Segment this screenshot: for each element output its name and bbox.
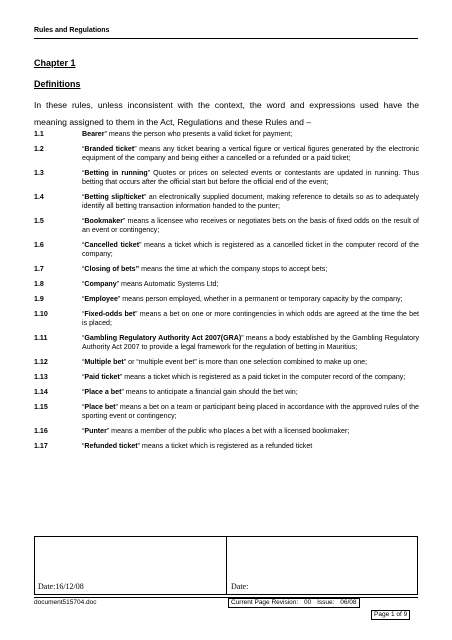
definition-number: 1.16	[34, 427, 48, 435]
definition-body: ” means Automatic Systems Ltd;	[116, 280, 219, 288]
definition-body: means the time at which the company stops to accept bets;	[139, 265, 328, 273]
issue-value: 06/08	[340, 599, 357, 606]
definition-number: 1.17	[34, 442, 48, 450]
definition-text	[82, 358, 419, 367]
definition-open-quote: “	[82, 403, 85, 411]
definition-number: 1.7	[34, 265, 44, 273]
definition-body: ” means a ticket which is registered as a paid ticket in the computer record of the company;	[119, 373, 406, 381]
definition-item	[34, 265, 419, 274]
page-number: Page 1 of 9	[371, 610, 410, 620]
definition-term: Punter	[84, 427, 107, 435]
definition-term: Branded ticket	[84, 145, 135, 153]
definition-text	[82, 403, 419, 421]
definition-text	[82, 193, 419, 211]
running-header: Rules and Regulations	[34, 27, 110, 34]
definition-body: ” or “multiple event bet” is more than one selection combined to make up one;	[123, 358, 368, 366]
definition-term: Bookmaker	[84, 217, 124, 225]
footer-divider	[226, 537, 227, 594]
definition-text	[82, 334, 419, 352]
definition-number: 1.2	[34, 145, 44, 153]
definition-body: ” means a licensee who receives or negotiates bets on the basis of fixed odds on the result of an event or contingency;	[82, 217, 419, 234]
definition-number: 1.11	[34, 334, 48, 342]
definition-text	[82, 130, 419, 139]
definition-number: 1.4	[34, 193, 44, 201]
footer-date-left: Date:16/12/08	[38, 582, 84, 591]
definition-item	[34, 373, 419, 382]
definition-body: ” an electronically supplied document, making reference to details so as to adequately identify all betting transaction information handed to the punter;	[82, 193, 420, 210]
definition-term: Fixed-odds bet	[84, 310, 136, 318]
definition-number: 1.15	[34, 403, 48, 411]
chapter-heading: Chapter 1	[34, 58, 76, 68]
definition-body: ” means a body established by the Gambling Regulatory Authority Act 2007 to provide a legal framework for the regulation of betting in Mauritius;	[82, 334, 420, 351]
definition-number: 1.8	[34, 280, 44, 288]
definition-open-quote: “	[82, 358, 85, 366]
definition-body: ” means a member of the public who places a bet with a licensed bookmaker;	[106, 427, 350, 435]
definition-item	[34, 241, 419, 259]
definition-term: Closing of bets”	[84, 265, 140, 273]
definition-body: ” means a ticket which is registered as a refunded ticket	[137, 442, 313, 450]
definition-open-quote: “	[82, 169, 85, 177]
definition-open-quote: “	[82, 241, 85, 249]
definition-number: 1.6	[34, 241, 44, 249]
definition-term: Betting in running	[84, 169, 148, 177]
definition-term: Multiple bet	[84, 358, 124, 366]
definition-text	[82, 388, 419, 397]
definition-text	[82, 217, 419, 235]
definition-open-quote: “	[82, 217, 85, 225]
definition-body: ” means a bet on a team or participant being placed in accordance with the approved rules of the sporting event or contingency;	[82, 403, 419, 420]
definition-text	[82, 373, 419, 382]
definition-open-quote: “	[82, 310, 85, 318]
definition-term: Place a bet	[84, 388, 122, 396]
definition-item	[34, 217, 419, 235]
definition-number: 1.1	[34, 130, 44, 138]
definition-open-quote: “	[82, 334, 85, 342]
definition-term: Cancelled ticket	[84, 241, 140, 249]
definition-item	[34, 310, 419, 328]
definition-text	[82, 265, 419, 274]
definition-body: ” means a bet on one or more contingencies in which odds are agreed at the time the bet is placed;	[82, 310, 419, 327]
definition-item	[34, 193, 419, 211]
definition-term: Gambling Regulatory Authority Act 2007(GRA)	[84, 334, 242, 342]
definition-number: 1.5	[34, 217, 44, 225]
definition-term: Betting slip/ticket	[84, 193, 144, 201]
definition-item	[34, 169, 419, 187]
header-rule	[34, 38, 418, 39]
definition-body: ” means to anticipate a financial gain should the bet win;	[121, 388, 298, 396]
definition-item	[34, 358, 419, 367]
definition-open-quote: “	[82, 388, 85, 396]
definition-text	[82, 145, 419, 163]
definition-text	[82, 310, 419, 328]
footer-rule	[34, 597, 418, 598]
definition-body: ” Quotes or prices on selected events or contestants are updated in running. Thus betting that occurs after the official start but before the official end of the event;	[82, 169, 420, 186]
definition-number: 1.3	[34, 169, 44, 177]
definition-number: 1.13	[34, 373, 48, 381]
definition-term: Company	[84, 280, 117, 288]
section-heading: Definitions	[34, 79, 81, 89]
definition-item	[34, 388, 419, 397]
revision-info	[228, 598, 360, 608]
definition-text	[82, 280, 419, 289]
definition-open-quote: “	[82, 295, 85, 303]
definition-body: ” means any ticket bearing a vertical figure or vertical figures generated by the electronic equipment of the company and being either a cancelled or a refunded or a paid ticket;	[82, 145, 420, 162]
definition-open-quote: “	[82, 265, 85, 273]
definition-item	[34, 280, 419, 289]
definition-text	[82, 241, 419, 259]
definition-item	[34, 334, 419, 352]
definition-item	[34, 403, 419, 421]
footer-date-right: Date:	[231, 582, 249, 591]
definition-open-quote: “	[82, 145, 85, 153]
definition-number: 1.9	[34, 295, 44, 303]
revision-label: Current Page Revision:	[231, 599, 299, 606]
definition-number: 1.12	[34, 358, 48, 366]
definition-open-quote: “	[82, 280, 85, 288]
definition-item	[34, 145, 419, 163]
definition-open-quote: “	[82, 427, 85, 435]
definition-item	[34, 427, 419, 436]
definition-text	[82, 295, 419, 304]
definition-item	[34, 130, 419, 139]
definitions-list	[34, 130, 419, 457]
document-filename: document515704.doc	[34, 599, 97, 606]
intro-paragraph: In these rules, unless inconsistent with the context, the word and expressions used have the meaning assigned to them in the Act, Regulations and these Rules and –	[34, 100, 419, 127]
definition-open-quote: “	[82, 193, 85, 201]
issue-label: Issue:	[317, 599, 335, 606]
definition-text	[82, 169, 419, 187]
definition-open-quote: “	[82, 442, 85, 450]
definition-term: Place bet	[84, 403, 116, 411]
definition-open-quote: “	[82, 373, 85, 381]
definition-term: Refunded ticket	[84, 442, 138, 450]
definition-number: 1.10	[34, 310, 48, 318]
definition-item	[34, 442, 419, 451]
definition-term: Bearer	[82, 130, 105, 138]
definition-text	[82, 442, 419, 451]
definition-item	[34, 295, 419, 304]
definition-body: ” means a ticket which is registered as a cancelled ticket in the computer record of the company;	[82, 241, 420, 258]
definition-term: Paid ticket	[84, 373, 120, 381]
definition-text	[82, 427, 419, 436]
definition-term: Employee	[84, 295, 118, 303]
footer-signature-box	[34, 536, 418, 595]
definition-body: ” means the person who presents a valid ticket for payment;	[104, 130, 293, 138]
revision-value: 00	[304, 599, 312, 606]
definition-body: ” means person employed, whether in a permanent or temporary capacity by the company;	[117, 295, 403, 303]
definition-number: 1.14	[34, 388, 48, 396]
